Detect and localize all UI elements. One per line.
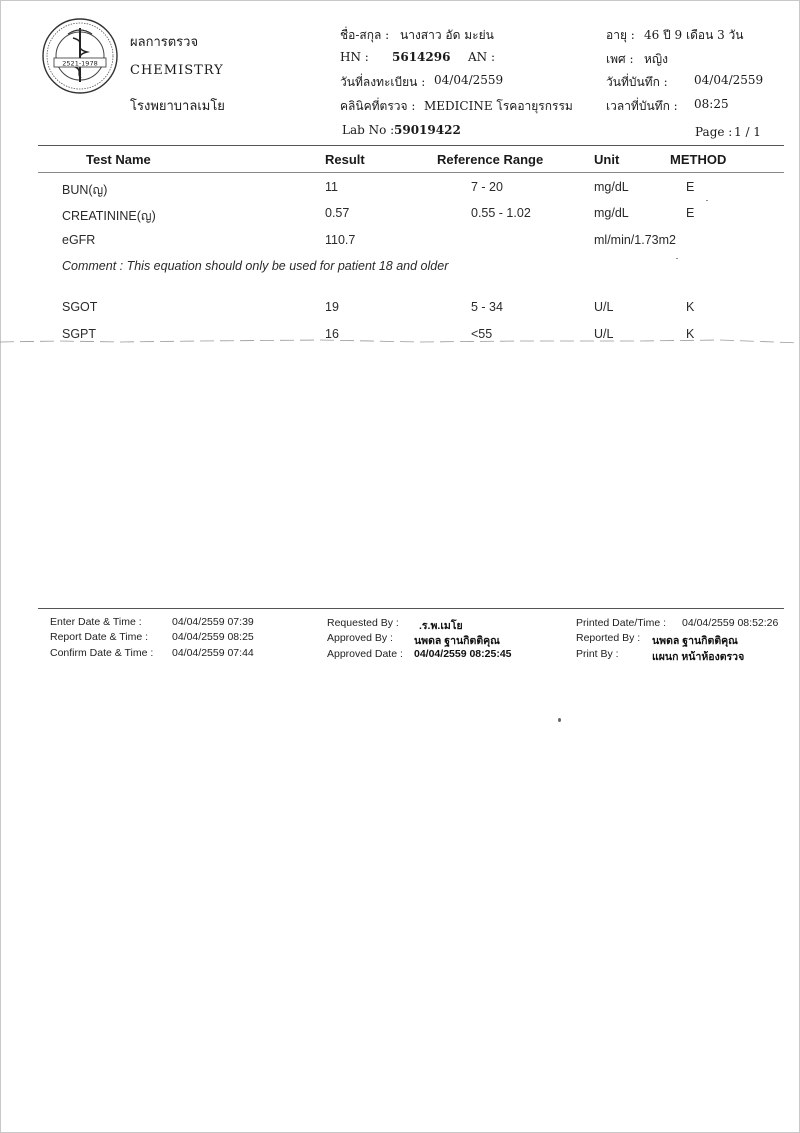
clinic-value: MEDICINE โรคอายุรกรรม: [424, 99, 573, 113]
printed-date-value: 04/04/2559 08:52:26: [682, 617, 779, 629]
lab-no-value: 59019422: [394, 123, 461, 137]
table-header-rule: [38, 172, 784, 173]
scan-tear-line: [0, 338, 800, 346]
row-creatinine-reference: 0.55 - 1.02: [471, 206, 531, 220]
record-date-value: 04/04/2559: [694, 73, 764, 87]
age-value: 46 ปี 9 เดือน 3 วัน: [644, 28, 744, 42]
age-label: อายุ :: [606, 28, 635, 42]
row-creatinine-unit: mg/dL: [594, 206, 629, 220]
requested-by-value: .ร.พ.เมโย: [419, 620, 463, 632]
egfr-comment: Comment : This equation should only be used for patient 18 and older: [62, 259, 449, 273]
hospital-name: โรงพยาบาลเมโย: [130, 99, 225, 114]
reg-date-value: 04/04/2559: [434, 73, 504, 87]
row-creatinine-method: E: [686, 206, 695, 220]
approved-date-label: Approved Date :: [327, 648, 403, 660]
row-sgot-name: SGOT: [62, 300, 98, 314]
scan-speck: [558, 718, 561, 722]
report-date-value: 04/04/2559 08:25: [172, 631, 254, 643]
row-sgpt-result: 16: [325, 327, 339, 340]
patient-name: นางสาว อัด มะย่น: [400, 28, 494, 42]
approved-by-value: นพดล ฐานกิตติคุณ: [414, 635, 500, 647]
row-sgpt-reference: <55: [471, 327, 493, 340]
row-sgpt-name: SGPT: [62, 327, 97, 340]
department-name: CHEMISTRY: [130, 63, 224, 78]
table-top-rule: [38, 145, 784, 146]
col-method: METHOD: [670, 152, 727, 167]
approved-by-label: Approved By :: [327, 632, 393, 644]
scan-speck: [706, 200, 708, 201]
col-reference-range: Reference Range: [437, 152, 544, 167]
hospital-seal-logo: [40, 16, 120, 96]
record-date-label: วันที่บันทึก :: [606, 75, 668, 89]
row-sgot-method: K: [686, 300, 695, 314]
page-value: 1 / 1: [734, 125, 761, 139]
row-egfr-result: 110.7: [325, 233, 356, 247]
svg-text:2521-1978: 2521-1978: [62, 59, 98, 68]
enter-date-value: 04/04/2559 07:39: [172, 616, 254, 628]
record-time-value: 08:25: [694, 97, 729, 111]
row-sgot-unit: U/L: [594, 300, 614, 314]
confirm-date-label: Confirm Date & Time :: [50, 647, 154, 659]
row-bun-unit: mg/dL: [594, 180, 629, 194]
row-creatinine-name: CREATININE(ญ): [62, 209, 156, 223]
col-test-name: Test Name: [86, 152, 151, 167]
row-egfr-unit: ml/min/1.73m2: [594, 233, 676, 247]
sex-value: หญิง: [644, 52, 668, 66]
clinic-label: คลินิคที่ตรวจ :: [340, 99, 416, 113]
footer-rule: [38, 608, 784, 609]
approved-date-value: 04/04/2559 08:25:45: [414, 648, 512, 660]
lab-no-label: Lab No :: [342, 123, 395, 137]
sex-label: เพศ :: [606, 52, 634, 66]
reg-date-label: วันที่ลงทะเบียน :: [340, 75, 426, 89]
hn-value: 5614296: [392, 50, 451, 64]
printed-date-label: Printed Date/Time :: [576, 617, 667, 629]
report-type: ผลการตรวจ: [130, 35, 199, 50]
row-sgot-reference: 5 - 34: [471, 300, 503, 314]
row-sgpt-method: K: [686, 327, 695, 340]
row-bun-reference: 7 - 20: [471, 180, 503, 194]
row-creatinine-result: 0.57: [325, 206, 350, 220]
page-label: Page :: [695, 125, 733, 139]
row-sgpt-unit: U/L: [594, 327, 614, 340]
row-bun-result: 11: [325, 180, 338, 194]
scan-speck: [676, 258, 678, 259]
an-label: AN :: [468, 50, 496, 64]
reported-by-label: Reported By :: [576, 632, 641, 644]
report-date-label: Report Date & Time :: [50, 631, 149, 643]
row-egfr-name: eGFR: [62, 233, 96, 247]
record-time-label: เวลาที่บันทึก :: [606, 99, 678, 113]
row-sgot-result: 19: [325, 300, 339, 314]
enter-date-label: Enter Date & Time :: [50, 616, 142, 628]
print-by-value: แผนก หน้าห้องตรวจ: [652, 651, 745, 663]
col-result: Result: [325, 152, 365, 167]
confirm-date-value: 04/04/2559 07:44: [172, 647, 254, 659]
col-unit: Unit: [594, 152, 620, 167]
name-label: ชื่อ-สกุล :: [340, 28, 390, 42]
row-bun-method: E: [686, 180, 695, 194]
print-by-label: Print By :: [576, 648, 619, 660]
reported-by-value: นพดล ฐานกิตติคุณ: [652, 635, 738, 647]
hn-label: HN :: [340, 50, 369, 64]
requested-by-label: Requested By :: [327, 617, 399, 629]
row-bun-name: BUN(ญ): [62, 183, 108, 197]
